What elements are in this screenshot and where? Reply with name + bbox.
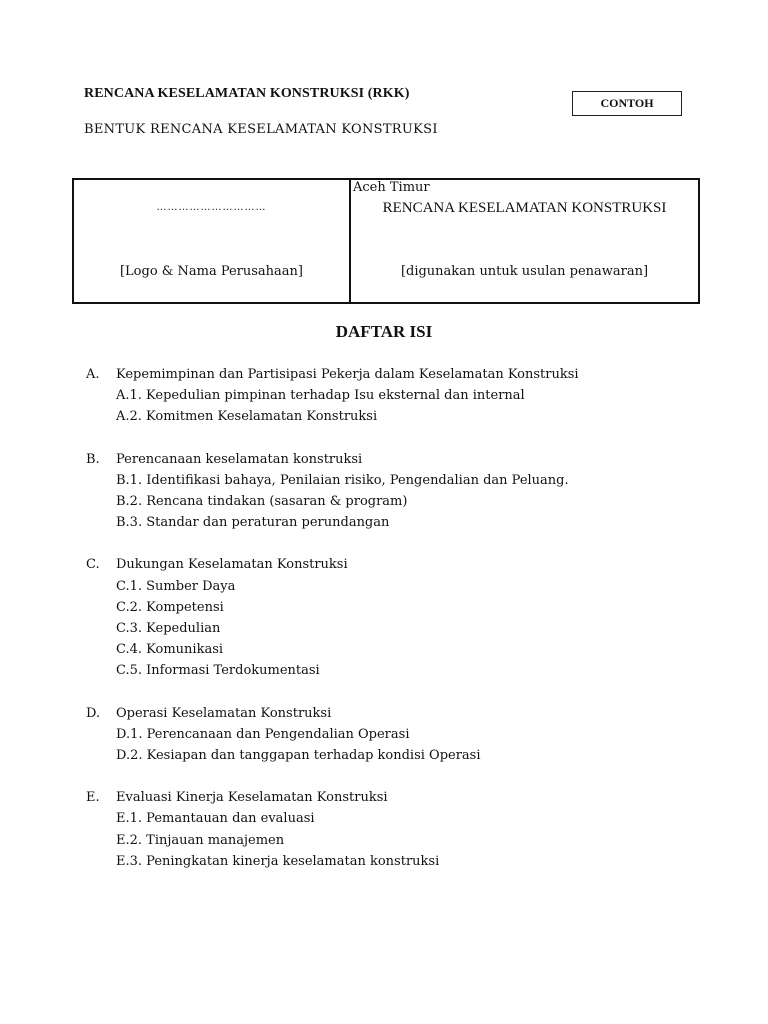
toc-section-title: Operasi Keselamatan Konstruksi (116, 705, 332, 721)
toc-section-heading (86, 449, 726, 470)
toc-section-letter: C. (86, 557, 100, 573)
logo-label: [Logo & Nama Perusahaan] (119, 264, 304, 279)
toc-subitem: A.2. Komitmen Keselamatan Konstruksi (116, 409, 378, 425)
toc-section-title: Perencanaan keselamatan konstruksi (116, 451, 363, 467)
toc-section-heading (86, 703, 726, 724)
company-cell (74, 180, 351, 302)
toc-section-title: Kepemimpinan dan Partisipasi Pekerja dalam Keselamatan Konstruksi (116, 367, 579, 382)
toc-subitem: C.3. Kepedulian (116, 621, 221, 637)
header-table (72, 178, 700, 304)
toc-subitem: C.1. Sumber Daya (116, 578, 236, 594)
toc-subitem: A.1. Kepedulian pimpinan terhadap Isu eksternal dan internal (116, 388, 525, 404)
document-title: RENCANA KESELAMATAN KONSTRUKSI (RKK) (84, 86, 410, 101)
toc-subitem: D.1. Perencanaan dan Pengendalian Operasi (116, 726, 410, 742)
toc-section (86, 449, 726, 534)
location-label: Aceh Timur (353, 180, 430, 195)
toc-section (86, 703, 726, 767)
toc-subitem: C.4. Komunikasi (116, 642, 224, 658)
toc-section (86, 554, 726, 681)
toc-section-letter: E. (86, 790, 100, 806)
toc-section (86, 787, 726, 872)
table-of-contents (86, 364, 726, 893)
sample-stamp (572, 91, 682, 116)
toc-section-heading (86, 554, 726, 575)
toc-subitem: C.5. Informasi Terdokumentasi (116, 663, 320, 679)
toc-section-heading (86, 364, 726, 385)
toc-section-title: Evaluasi Kinerja Keselamatan Konstruksi (116, 790, 388, 806)
toc-section-letter: A. (86, 367, 100, 382)
company-placeholder-dots: ………………………… (156, 202, 267, 213)
toc-subitem: B.2. Rencana tindakan (sasaran & program) (116, 494, 408, 510)
toc-subitem: B.3. Standar dan peraturan perundangan (116, 515, 390, 531)
toc-subitem: D.2. Kesiapan dan tanggapan terhadap kondisi Operasi (116, 748, 481, 764)
plan-cell (351, 180, 698, 302)
toc-section-letter: B. (86, 451, 100, 467)
document-subtitle: BENTUK RENCANA KESELAMATAN KONSTRUKSI (84, 122, 438, 137)
toc-section-title: Dukungan Keselamatan Konstruksi (116, 557, 348, 573)
plan-title: RENCANA KESELAMATAN KONSTRUKSI (382, 200, 667, 216)
usage-note: [digunakan untuk usulan penawaran] (400, 264, 649, 279)
toc-subitem: E.1. Pemantauan dan evaluasi (116, 811, 315, 827)
toc-section-letter: D. (86, 705, 101, 721)
toc-section-heading (86, 787, 726, 808)
sample-stamp-label: CONTOH (600, 96, 654, 110)
toc-subitem: B.1. Identifikasi bahaya, Penilaian risiko, Pengendalian dan Peluang. (116, 472, 569, 488)
toc-heading: DAFTAR ISI (335, 322, 433, 341)
toc-section (86, 364, 726, 428)
toc-subitem: C.2. Kompetensi (116, 599, 224, 615)
toc-subitem: E.3. Peningkatan kinerja keselamatan konstruksi (116, 853, 440, 869)
toc-subitem: E.2. Tinjauan manajemen (116, 832, 285, 848)
